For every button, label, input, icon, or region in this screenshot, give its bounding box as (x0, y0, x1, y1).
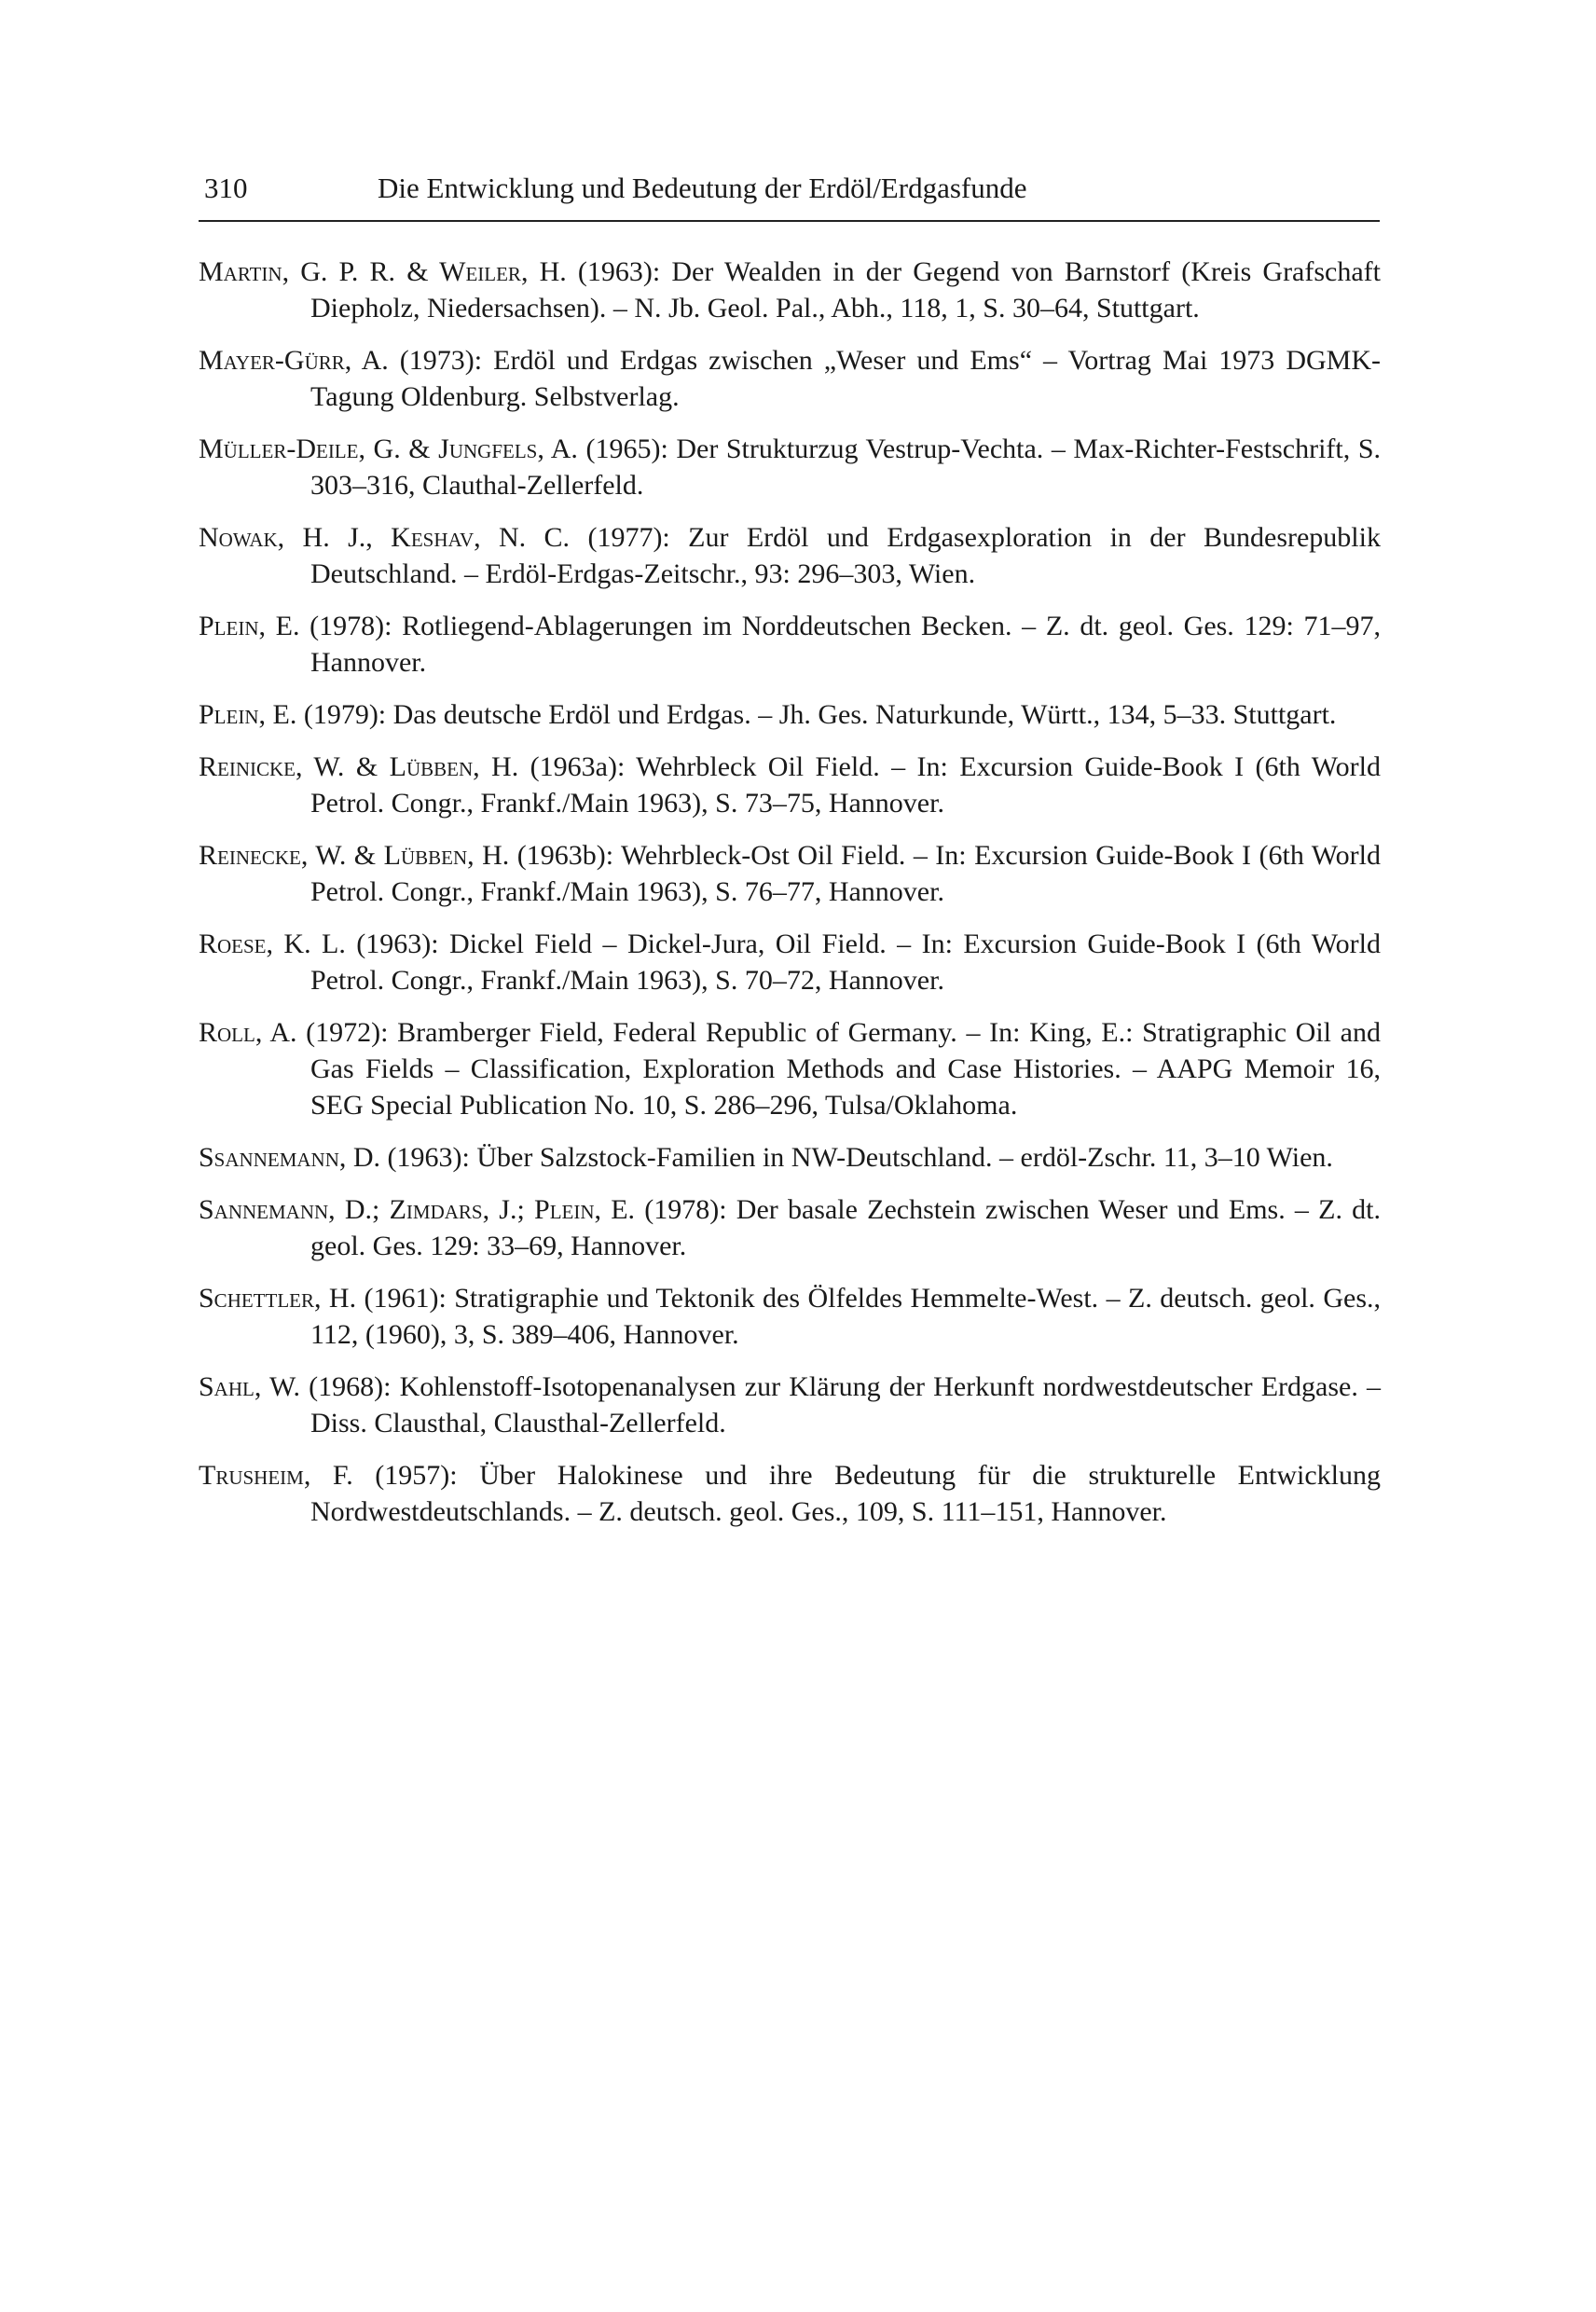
reference-authors: Müller-Deile, G. & Jungfels, A. (199, 434, 578, 464)
reference-text: (1963a): Wehrbleck Oil Field. – In: Excursion Guide-Book I (6th World Petrol. Congr., Frankf./Main 1963), S. 73–75, Hannover. (310, 751, 1381, 819)
reference-text: (1957): Über Halokinese und ihre Bedeutung für die strukturelle Entwicklung Nordwestdeutschlands. – Z. deutsch. geol. Ges., 109, S. 111–151, Hannover. (310, 1460, 1381, 1527)
reference-authors: Roese, K. L. (199, 929, 346, 959)
reference-authors: Trusheim, F. (199, 1460, 353, 1491)
reference-text: (1963): Der Wealden in der Gegend von Barnstorf (Kreis Grafschaft Diepholz, Niedersachsen). – N. Jb. Geol. Pal., Abh., 118, 1, S. 30–64, Stuttgart. (310, 256, 1381, 323)
reference-entry (199, 1139, 1381, 1176)
reference-text: (1978): Rotliegend-Ablagerungen im Norddeutschen Becken. – Z. dt. geol. Ges. 129: 71–97, Hannover. (299, 611, 1381, 678)
reference-text: (1963): Über Salzstock-Familien in NW-Deutschland. – erdöl-Zschr. 11, 3–10 Wien. (380, 1142, 1333, 1173)
reference-authors: Schettler, H. (199, 1283, 357, 1314)
reference-text: (1963): Dickel Field – Dickel-Jura, Oil Field. – In: Excursion Guide-Book I (6th World Petrol. Congr., Frankf./Main 1963), S. 70–72, Hannover. (310, 929, 1382, 996)
reference-entry (199, 519, 1381, 592)
reference-list (199, 254, 1381, 1546)
reference-authors: Reinicke, W. & Lübben, H. (199, 751, 519, 782)
reference-authors: Reinecke, W. & Lübben, H. (199, 840, 510, 871)
reference-entry (199, 342, 1381, 415)
reference-authors: Sahl, W. (199, 1371, 301, 1402)
reference-authors: Plein, E. (199, 611, 300, 641)
reference-entry (199, 1014, 1381, 1123)
reference-text: (1963b): Wehrbleck-Ost Oil Field. – In: Excursion Guide-Book I (6th World Petrol. Congr., Frankf./Main 1963), S. 76–77, Hannover. (310, 840, 1382, 907)
reference-entry (199, 254, 1381, 326)
reference-entry (199, 1369, 1381, 1441)
reference-text: (1968): Kohlenstoff-Isotopenanalysen zur Klärung der Herkunft nordwestdeutscher Erdgase. – Diss. Clausthal, Clausthal-Zellerfeld. (300, 1371, 1381, 1438)
reference-entry (199, 696, 1381, 733)
reference-authors: Roll, A. (199, 1017, 297, 1048)
reference-text: (1972): Bramberger Field, Federal Republic of Germany. – In: King, E.: Stratigraphic Oil and Gas Fields – Classification, Exploration Methods and Case Histories. – AAPG Memoir 16, SEG Special Publication No. 10, S. 286–296, Tulsa/Oklahoma. (296, 1017, 1381, 1121)
reference-entry (199, 837, 1381, 910)
page-number: 310 (204, 172, 248, 204)
reference-text: (1978): Der basale Zechstein zwischen Weser und Ems. – Z. dt. geol. Ges. 129: 33–69, Hannover. (310, 1194, 1381, 1261)
reference-entry (199, 1191, 1381, 1264)
reference-text: (1961): Stratigraphie und Tektonik des Ölfeldes Hemmelte-West. – Z. deutsch. geol. Ges., 112, (1960), 3, S. 389–406, Hannover. (310, 1283, 1381, 1350)
reference-authors: Mayer-Gürr, A. (199, 345, 389, 376)
reference-text: (1979): Das deutsche Erdöl und Erdgas. – Jh. Ges. Naturkunde, Württ., 134, 5–33. Stuttgart. (296, 699, 1337, 730)
reference-authors: Plein, E. (199, 699, 297, 730)
running-title: Die Entwicklung und Bedeutung der Erdöl/Erdgasfunde (378, 172, 1027, 204)
reference-text: (1973): Erdöl und Erdgas zwischen „Weser und Ems“ – Vortrag Mai 1973 DGMK-Tagung Oldenburg. Selbstverlag. (310, 345, 1381, 412)
reference-entry (199, 1280, 1381, 1353)
reference-text: (1965): Der Strukturzug Vestrup-Vechta. – Max-Richter-Festschrift, S. 303–316, Clauthal-Zellerfeld. (310, 434, 1382, 501)
reference-entry (199, 608, 1381, 681)
reference-authors: Sannemann, D.; Zimdars, J.; Plein, E. (199, 1194, 636, 1225)
reference-entry (199, 926, 1381, 998)
reference-text: (1977): Zur Erdöl und Erdgasexploration in der Bundesrepublik Deutschland. – Erdöl-Erdgas-Zeitschr., 93: 296–303, Wien. (310, 522, 1381, 589)
reference-authors: Ssannemann, D. (199, 1142, 381, 1173)
reference-entry (199, 1457, 1381, 1530)
page-header (199, 168, 1380, 222)
reference-entry (199, 431, 1381, 503)
reference-entry (199, 749, 1381, 821)
reference-authors: Nowak, H. J., Keshav, N. C. (199, 522, 571, 553)
reference-authors: Martin, G. P. R. & Weiler, H. (199, 256, 567, 287)
